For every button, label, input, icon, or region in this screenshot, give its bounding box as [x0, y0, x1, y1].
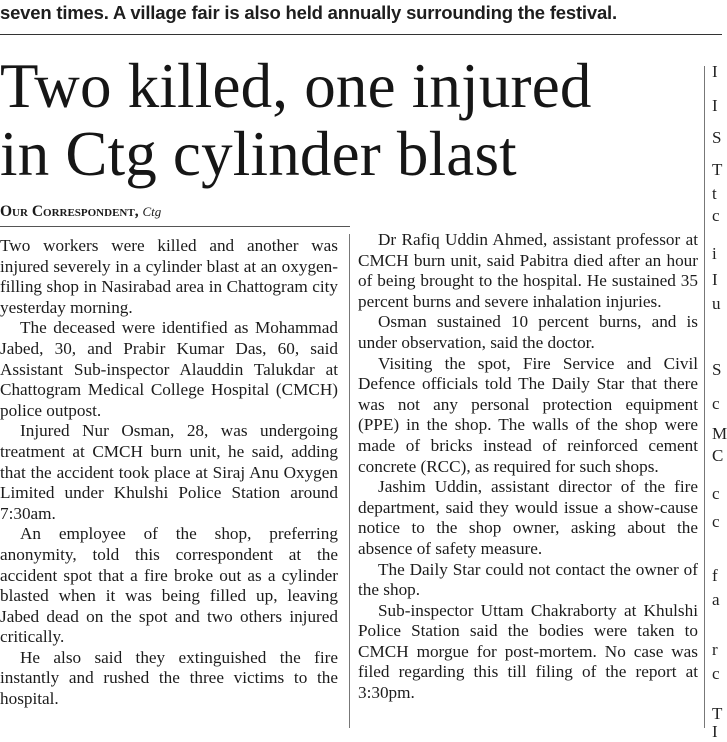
headline-line-2: in Ctg cylinder blast	[0, 119, 517, 189]
adjacent-article-letter: u	[712, 294, 721, 313]
adjacent-article-letter: C	[712, 446, 724, 465]
paragraph: Injured Nur Osman, 28, was undergoing treatment at CMCH burn unit, he said, adding that the accident took place at Siraj Anu Oxygen Limited under Khulshi Police Station around 7:30am.	[0, 421, 338, 523]
paragraph: Osman sustained 10 percent burns, and is under observation, said the doctor.	[358, 312, 698, 352]
adjacent-article-letter: f	[712, 566, 718, 585]
byline-location: Ctg	[142, 204, 162, 219]
paragraph: Jashim Uddin, assistant director of the fire department, said they would issue a show-cause notice to the shop owner, asking about the absence of safety measure.	[358, 477, 698, 558]
adjacent-article-letter: t	[712, 184, 717, 203]
byline	[0, 203, 161, 221]
paragraph: An employee of the shop, preferring anonymity, told this correspondent at the accident spot that a fire broke out as a cylinder blasted when it was being filled up, leaving Jabed dead on the spot and two others injured critically.	[0, 524, 338, 647]
adjacent-article-letter: a	[712, 590, 720, 609]
previous-article-strip	[0, 0, 722, 35]
paragraph: Visiting the spot, Fire Service and Civil Defence officials told The Daily Star that there was not any personal protection equipment (PPE) in the shop. The walls of the shop were made of bricks instead of reinforced cement concrete (RCC), as required for such shops.	[358, 353, 698, 476]
byline-rule	[0, 226, 350, 227]
paragraph: Two workers were killed and another was injured severely in a cylinder blast at an oxygen-filling shop in Nasirabad area in Chattogram city yesterday morning.	[0, 236, 338, 317]
adjacent-article-letter: I	[712, 62, 718, 81]
adjacent-article-letter: I	[712, 270, 718, 289]
adjacent-article-letter: r	[712, 640, 718, 659]
adjacent-article-divider	[704, 66, 705, 728]
paragraph: The Daily Star could not contact the owner of the shop.	[358, 559, 698, 600]
adjacent-article-letter: c	[712, 664, 720, 683]
adjacent-article-letter: c	[712, 394, 720, 413]
column-divider	[349, 234, 350, 728]
adjacent-article-letter: S	[712, 360, 722, 379]
paragraph: He also said they extinguished the fire instantly and rushed the three victims to the hospital.	[0, 647, 338, 709]
adjacent-article-letter: T	[712, 160, 723, 179]
adjacent-article-letter: i	[712, 244, 717, 263]
paragraph: Sub-inspector Uttam Chakraborty at Khulshi Police Station said the bodies were taken to CMCH morgue for post-mortem. No case was filed regarding this till filing of the report at 3:30pm.	[358, 600, 698, 703]
headline-line-1: Two killed, one injured	[0, 51, 592, 121]
adjacent-article-letter: c	[712, 206, 720, 225]
adjacent-article-letter: M	[712, 424, 727, 443]
adjacent-article-letter: c	[712, 512, 720, 531]
adjacent-article-letter: I	[712, 722, 718, 741]
headline	[0, 52, 706, 188]
article-column-1	[0, 236, 338, 710]
adjacent-article-letter: I	[712, 96, 718, 115]
paragraph: The deceased were identified as Mohammad Jabed, 30, and Prabir Kumar Das, 60, said Assistant Sub-inspector Alauddin Talukdar at Chattogram Medical College Hospital (CMCH) police outpost.	[0, 318, 338, 420]
article-column-2	[358, 230, 698, 704]
adjacent-article-letter: T	[712, 704, 723, 723]
previous-article-text: seven times. A village fair is also held annually surrounding the festival.	[0, 2, 617, 23]
adjacent-article-letter: S	[712, 128, 722, 147]
byline-name: Our Correspondent,	[0, 203, 139, 220]
paragraph: Dr Rafiq Uddin Ahmed, assistant professor at CMCH burn unit, said Pabitra died after an hour of being brought to the hospital. He sustained 35 percent burns and severe inhalation injuries.	[358, 230, 698, 311]
adjacent-article-letter: c	[712, 484, 720, 503]
